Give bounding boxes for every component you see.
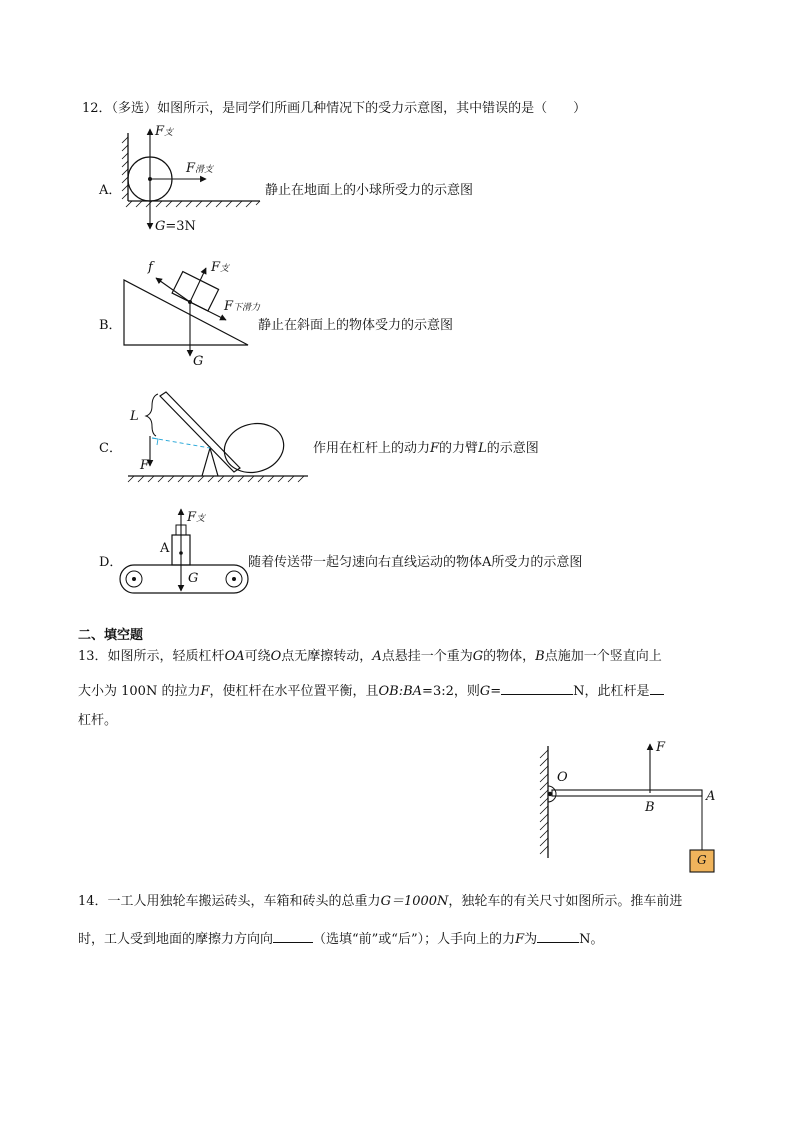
q14-formula: G＝1000N [380,894,449,909]
option-a-caption: 静止在地面上的小球所受力的示意图 [265,183,474,198]
answer-blank-force-f[interactable] [537,929,579,943]
q12-tag: （多选） [111,101,158,116]
force-label-a-gravity: G=3N [155,219,196,234]
lever-label-a: A [706,789,716,804]
option-b-label[interactable]: B． [99,318,122,333]
force-label-b-friction: f [148,260,153,275]
force-label-b-gravity: G [193,354,204,369]
force-label-b-support: F支 [211,260,230,275]
lever-label-o: O [557,770,568,785]
force-label-b-downslide: F下滑力 [224,299,261,314]
force-label-a-support: F支 [155,124,174,139]
option-d-caption: 随着传送带一起匀速向右直线运动的物体A所受力的示意图 [248,555,583,570]
option-c-caption: 作用在杠杆上的动力F的力臂L的示意图 [313,441,539,456]
option-a-label[interactable]: A． [99,183,122,198]
lever-label-f: F [656,740,666,755]
rock [219,417,289,479]
label-c-arm: L [130,409,139,424]
option-c-label[interactable]: C． [99,441,122,456]
figure-13-lever [528,742,728,864]
q13-line2: 大小为 100N 的拉力F，使杠杆在水平位置平衡，且OB:BA=3:2，则G= N，此杠杆是 [78,681,664,700]
lever-label-g: G [697,853,707,867]
label-d-block-a: A [160,541,170,556]
option-b-caption: 静止在斜面上的物体受力的示意图 [258,318,454,333]
q13-line3: 杠杆。 [78,713,118,728]
q13-line1: 13．如图所示，轻质杠杆OA可绕O点无摩擦转动，A点悬挂一个重为G的物体，B点施加一个竖直向上 [78,649,662,664]
q12-question: 如图所示，是同学们所画几种情况下的受力示意图，其中错误的是（ ） [157,101,587,116]
force-label-c-f: F [140,458,150,473]
answer-blank-friction-direction[interactable] [273,929,313,943]
answer-blank-lever-type[interactable] [650,681,664,695]
figure-c-lever-arm [118,390,313,490]
option-d-label[interactable]: D． [99,555,123,570]
q14-line2: 时，工人受到地面的摩擦力方向向 （选填“前”或“后”）；人手向上的力F为 N。 [78,929,604,948]
q12-number: 12． [82,101,112,116]
figure-d-conveyor [118,505,253,600]
force-label-a-slide: F滑支 [186,161,214,176]
q14-line1: 14．一工人用独轮车搬运砖头，车箱和砖头的总重力G＝1000N，独轮车的有关尺寸如图所示。推车前进 [78,894,683,909]
answer-blank-g[interactable] [501,681,573,695]
lever-bar [552,790,702,796]
force-label-d-gravity: G [188,571,199,586]
lever-label-b: B [645,800,655,815]
section-title: 二、填空题 [78,628,144,643]
q12-stem [82,101,586,117]
force-label-d-support: F支 [187,510,206,525]
